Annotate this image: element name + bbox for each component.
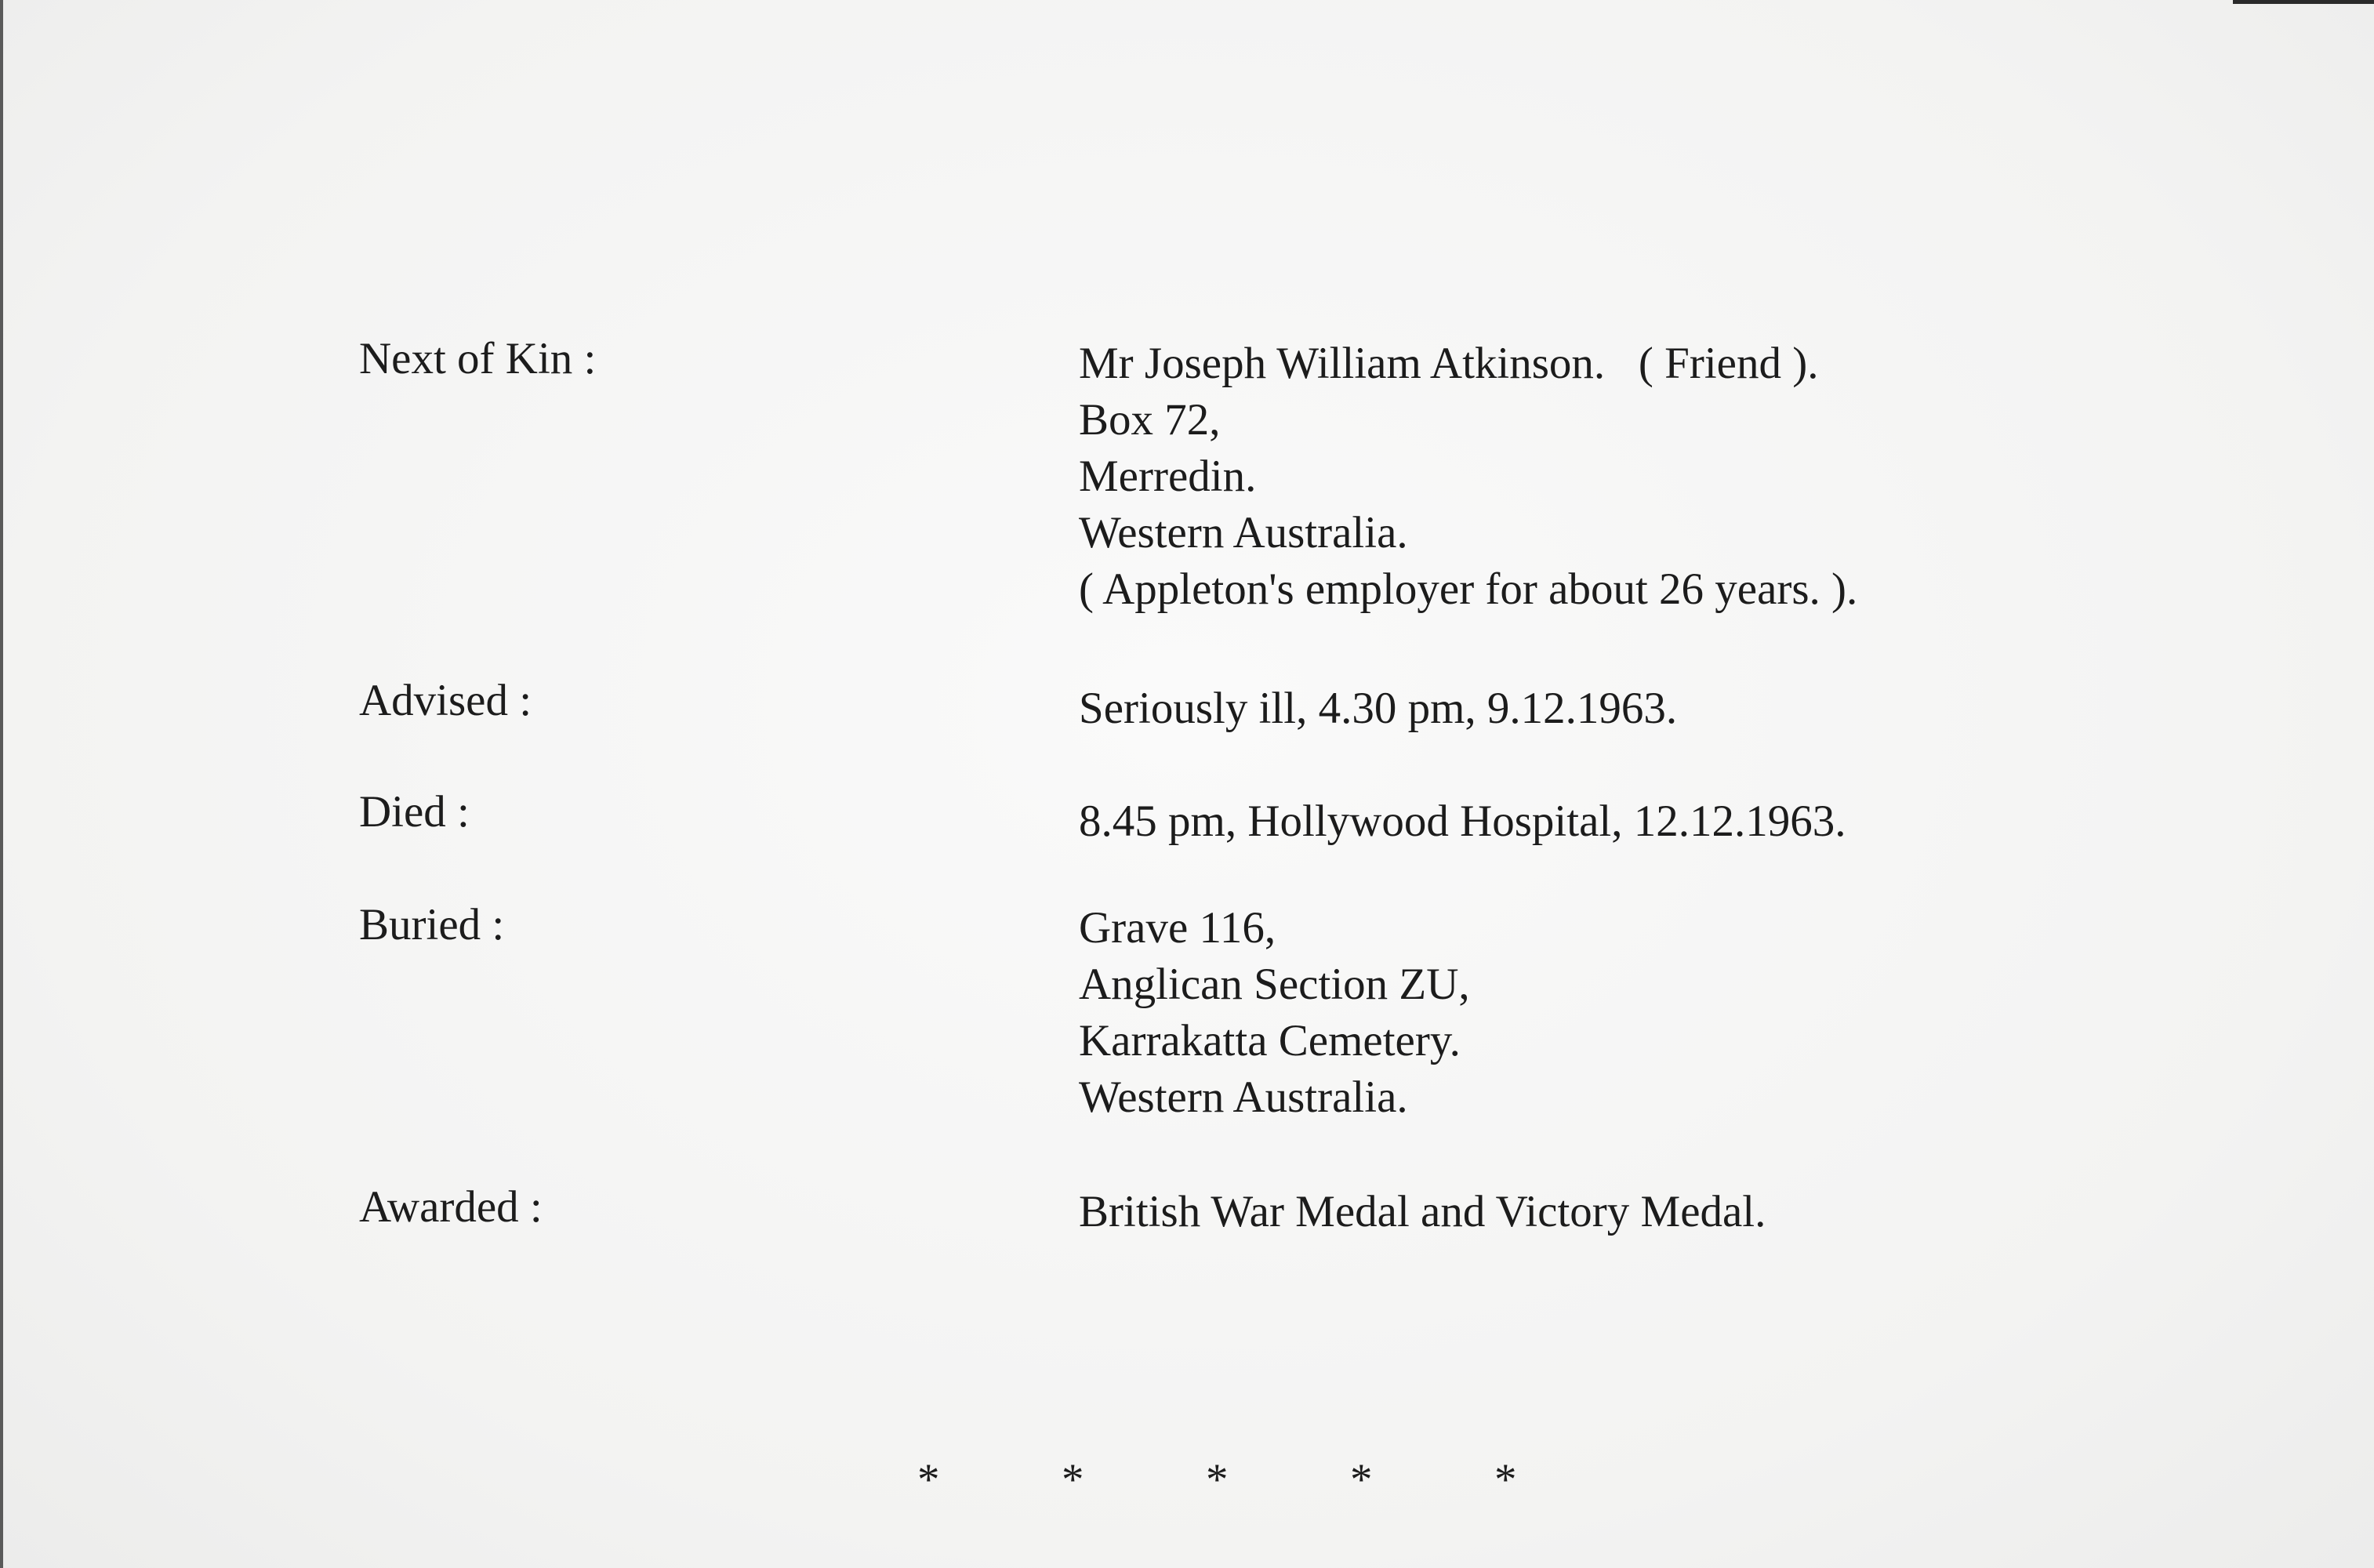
awarded-value: British War Medal and Victory Medal. [1079,1187,1766,1236]
next-of-kin-line: Western Australia. [1079,508,1408,557]
section-separator [917,1452,1639,1508]
advised-value: Seriously ill, 4.30 pm, 9.12.1963. [1079,684,1678,733]
next-of-kin-label: Next of Kin : [359,334,597,383]
buried-line: Anglican Section ZU, [1079,960,1470,1009]
next-of-kin-line: Mr Joseph William Atkinson. ( Friend ). [1079,339,1819,388]
page-edge-shadow [0,0,3,1568]
next-of-kin-line: Merredin. [1079,452,1257,501]
buried-line: Grave 116, [1079,903,1276,953]
next-of-kin-value [1079,336,1857,618]
buried-line: Western Australia. [1079,1073,1408,1122]
died-value: 8.45 pm, Hollywood Hospital, 12.12.1963. [1079,797,1846,846]
separator-star: * [1206,1455,1229,1504]
next-of-kin-line: ( Appleton's employer for about 26 years. ). [1079,564,1858,614]
buried-line: Karrakatta Cemetery. [1079,1016,1461,1065]
advised-label: Advised : [359,676,532,725]
separator-star: * [1350,1455,1373,1504]
buried-value [1079,900,1470,1126]
separator-star: * [1062,1455,1084,1504]
next-of-kin-line: Box 72, [1079,395,1221,445]
awarded-label: Awarded : [359,1182,543,1232]
buried-label: Buried : [359,900,505,949]
page-edge-mark [2233,0,2374,4]
separator-star: * [917,1455,940,1504]
died-label: Died : [359,787,470,837]
separator-star: * [1494,1455,1517,1504]
